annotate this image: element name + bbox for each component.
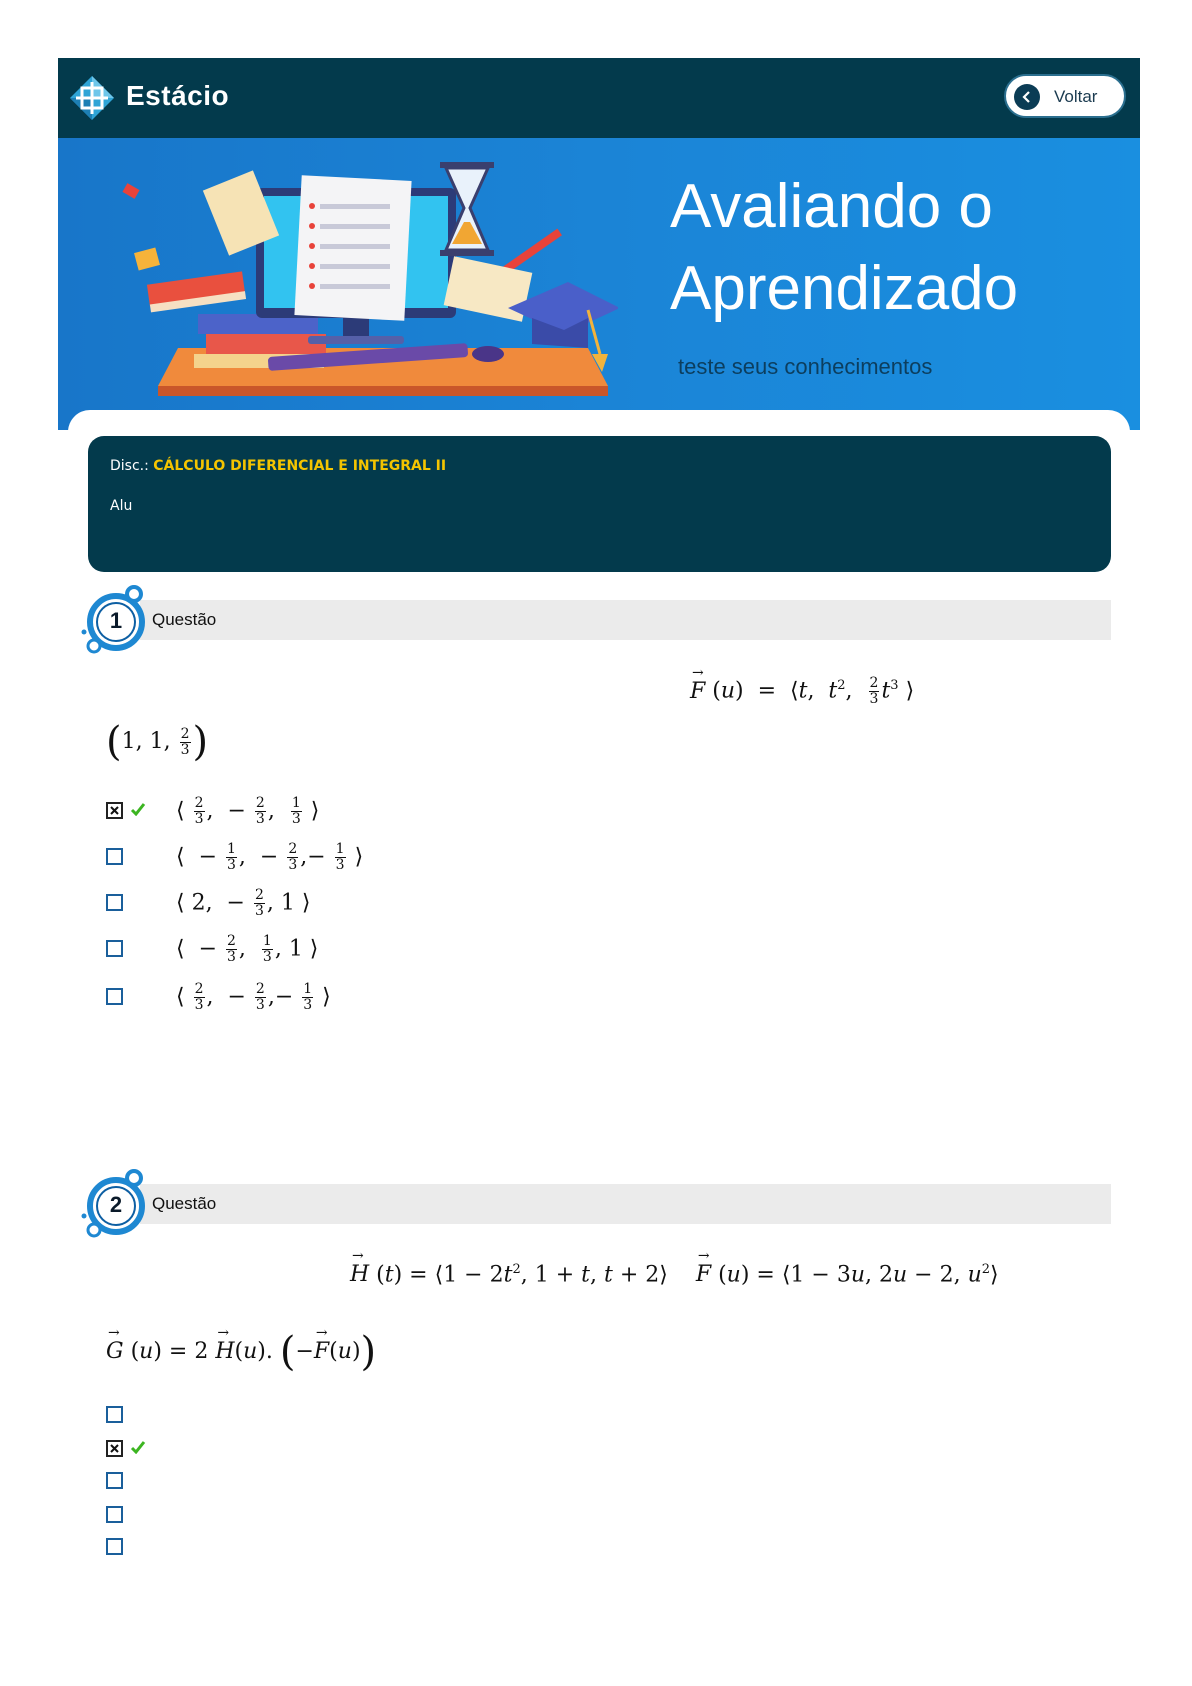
- question-number: 1: [109, 608, 123, 633]
- question-1-function: → F (u) = ⟨t, $t^2$, $\frac{2}{3}$ $t^3$ ⟩: [690, 676, 914, 707]
- banner-title: Avaliando o Aprendizado: [670, 172, 1019, 323]
- estacio-logo-icon: [68, 74, 116, 122]
- checkbox-empty-icon[interactable]: [106, 1406, 123, 1423]
- question-1-header: [80, 582, 1111, 652]
- discipline-line: [110, 458, 446, 474]
- q1-option-b-math: ⟨ − $\frac{1}{3}$ , − $\frac{2}{3}$ ,− $\frac{1}{3}$ ⟩: [176, 841, 364, 873]
- study-illustration: [88, 158, 618, 408]
- chevron-left-icon: [1014, 84, 1040, 110]
- checkbox-checked-icon[interactable]: [106, 1440, 123, 1457]
- brand-name: Estácio: [126, 80, 230, 111]
- back-button[interactable]: [1004, 74, 1126, 118]
- banner-subtitle: teste seus conhecimentos: [678, 354, 933, 379]
- correct-checkmark-icon: [130, 1440, 146, 1454]
- back-button-label: Voltar: [1054, 87, 1098, 106]
- q1-option-d-math: ⟨ − $\frac{2}{3}$ , $\frac{1}{3}$ , 1 ⟩: [176, 933, 319, 965]
- question-2-header: [80, 1166, 1111, 1236]
- checkbox-empty-icon[interactable]: [106, 940, 123, 957]
- q1-option-a-math: ⟨ $\frac{2}{3}$ , − $\frac{2}{3}$ , $\frac{1}{3}$ ⟩: [176, 795, 320, 827]
- checkbox-empty-icon[interactable]: [106, 1506, 123, 1523]
- q1-option-c-math: ⟨ 2, − $\frac{2}{3}$ , 1 ⟩: [176, 887, 311, 919]
- checkbox-checked-icon[interactable]: [106, 802, 123, 819]
- checkbox-empty-icon[interactable]: [106, 848, 123, 865]
- question-title: Questão: [152, 1194, 217, 1213]
- question-number: 2: [109, 1192, 123, 1217]
- q1-option-e-math: ⟨ $\frac{2}{3}$ , − $\frac{2}{3}$ ,− $\frac{1}{3}$ ⟩: [176, 981, 331, 1013]
- question-title-bar: [140, 600, 1111, 640]
- brand-logo[interactable]: [68, 72, 268, 124]
- discipline-label: Disc.:: [110, 458, 149, 474]
- discipline-name: CÁLCULO DIFERENCIAL E INTEGRAL II: [153, 458, 447, 474]
- banner-bottom-curve: [68, 410, 1130, 430]
- student-label: Alu: [110, 498, 133, 514]
- question-2-composition: → G (u) = 2 → H(u). (−→ F(u)): [106, 1332, 376, 1372]
- question-title-bar: [140, 1184, 1111, 1224]
- checkbox-empty-icon[interactable]: [106, 1472, 123, 1489]
- checkbox-empty-icon[interactable]: [106, 894, 123, 911]
- checkbox-empty-icon[interactable]: [106, 988, 123, 1005]
- discipline-card: [88, 436, 1111, 572]
- correct-checkmark-icon: [130, 802, 146, 816]
- question-title: Questão: [152, 610, 217, 629]
- checkbox-empty-icon[interactable]: [106, 1538, 123, 1555]
- hero-banner: [58, 138, 1140, 430]
- top-bar: [58, 58, 1140, 138]
- question-2-functions: → H (t) = ⟨1 − $2t^2$, 1 + t, t + 2⟩ → F (u) = ⟨1 − 3u, 2u − 2, $u^2⟩$: [350, 1262, 999, 1287]
- question-1-point: (1, 1, $\frac{2}{3}$ ): [106, 719, 209, 765]
